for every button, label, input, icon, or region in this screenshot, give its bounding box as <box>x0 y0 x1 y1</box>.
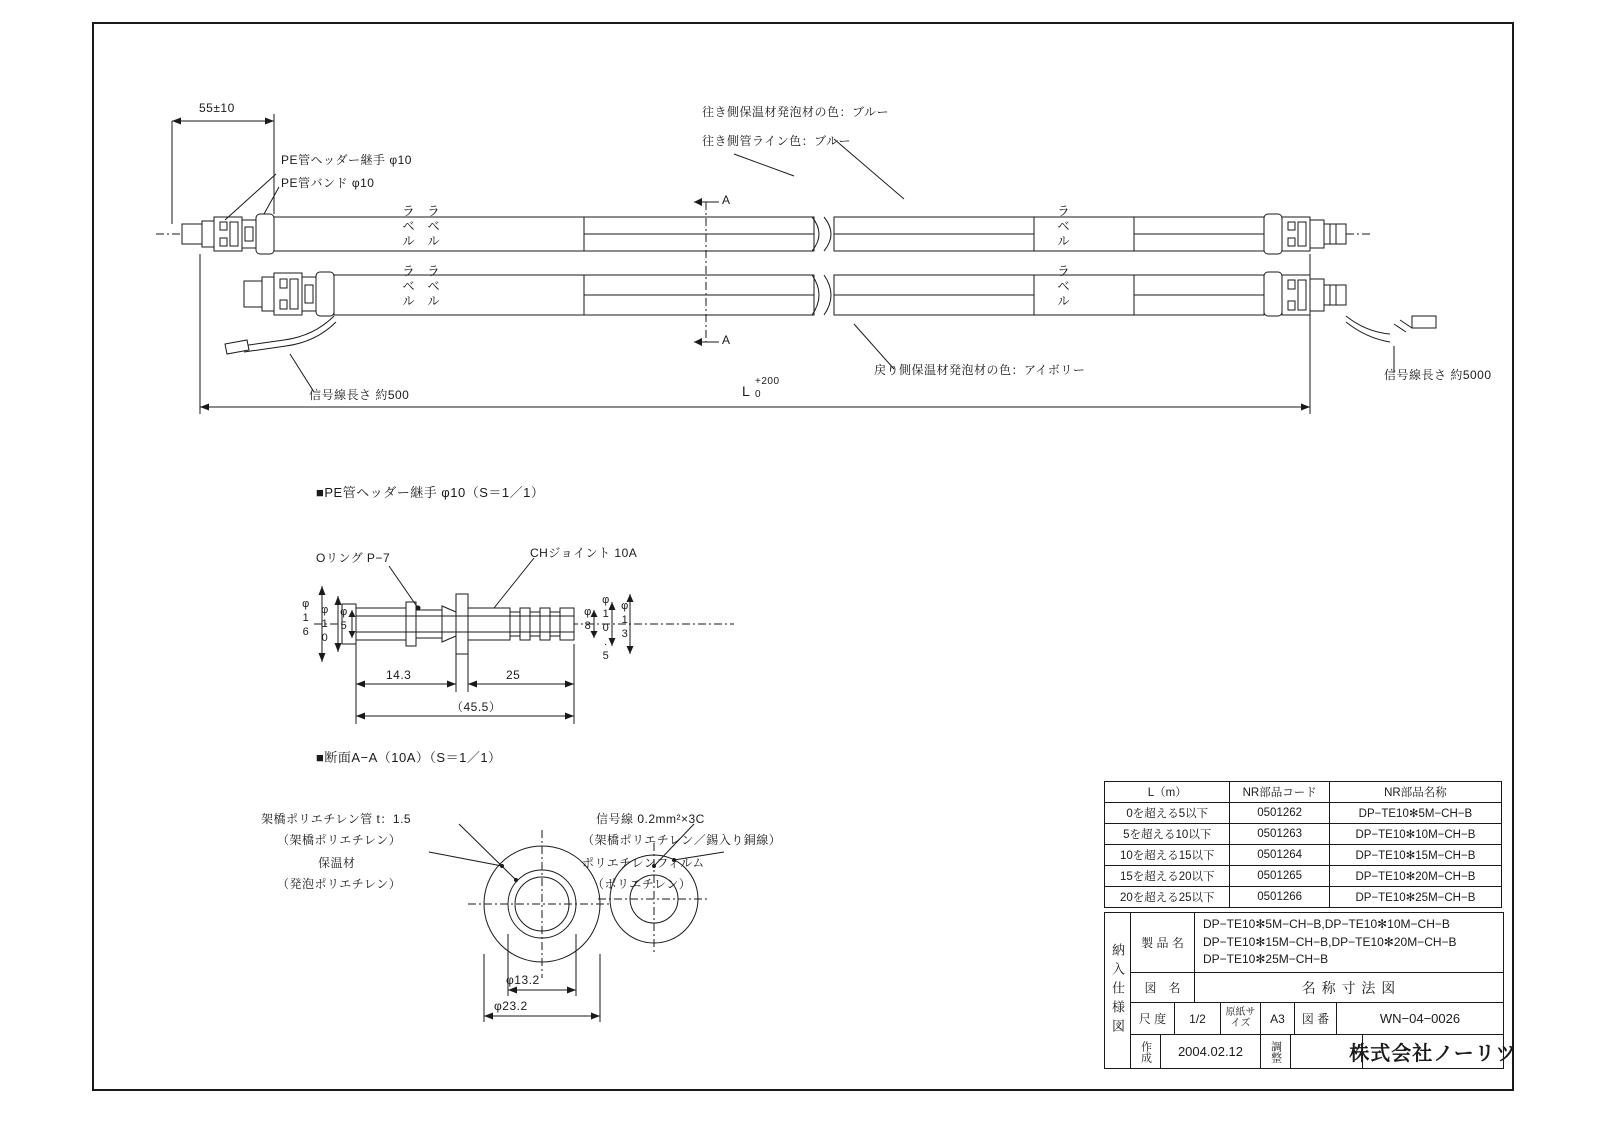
created-label: 作成 <box>1131 1035 1161 1068</box>
label-pe-header-joint: PE管ヘッダー継手 φ10 <box>281 153 412 167</box>
dim-phi105: φ10.5 <box>599 594 612 664</box>
table-row <box>1105 866 1502 887</box>
section-mark-a-bottom: A <box>722 333 731 347</box>
title-block-side-label: 納入仕様図 <box>1105 913 1131 1068</box>
created-value: 2004.02.12 <box>1161 1035 1261 1068</box>
parts-table-header-row <box>1105 782 1502 803</box>
table-row <box>1105 887 1502 908</box>
parts-row-4-code: 0501266 <box>1230 887 1329 908</box>
paper-size-label: 原紙サイズ <box>1221 1003 1261 1035</box>
parts-row-3-name: DP−TE10✻20M−CH−B <box>1329 866 1501 887</box>
dim-phi23-2: φ23.2 <box>494 999 528 1013</box>
title-block <box>1104 912 1517 1069</box>
parts-table-header-name: NR部品名称 <box>1329 782 1501 803</box>
dim-phi8: φ8 <box>581 606 594 634</box>
parts-row-1-l: 5を超える10以下 <box>1105 824 1230 845</box>
product-name-line-3: DP−TE10✻25M−CH−B <box>1203 952 1329 967</box>
label-insulation-sub: （発泡ポリエチレン） <box>277 877 402 891</box>
parts-row-2-code: 0501264 <box>1230 845 1329 866</box>
table-row <box>1105 824 1502 845</box>
dim-phi13-2: φ13.2 <box>506 973 540 987</box>
parts-table-header-l: L（m） <box>1105 782 1230 803</box>
label-pe-film-sub: （ポリエチレン） <box>592 877 692 891</box>
label-supply-foam-color: 往き側保温材発泡材の色：ブルー <box>702 105 890 119</box>
pipe-label-4: ラベル <box>399 264 415 309</box>
product-name-label: 製 品 名 <box>1131 913 1195 973</box>
parts-row-4-l: 20を超える25以下 <box>1105 887 1230 908</box>
drawing-number-value: WN−04−0026 <box>1337 1003 1503 1035</box>
label-pex-pipe-sub: （架橋ポリエチレン） <box>277 833 402 847</box>
company-name: 株式会社ノーリツ <box>1349 1043 1517 1065</box>
dim-left-label: 55±10 <box>199 101 235 115</box>
paper-size-value: A3 <box>1261 1003 1295 1035</box>
parts-row-4-name: DP−TE10✻25M−CH−B <box>1329 887 1501 908</box>
detail-joint-geometry <box>294 524 994 754</box>
label-pex-pipe: 架橋ポリエチレン管 t：1.5 <box>261 812 412 826</box>
label-insulation: 保温材 <box>318 856 356 870</box>
product-name-line-2: DP−TE10✻15M−CH−B,DP−TE10✻20M−CH−B <box>1203 934 1457 949</box>
adjust-label: 調整 <box>1261 1035 1291 1068</box>
dim-25: 25 <box>506 668 521 682</box>
label-supply-line-color: 往き側管ライン色：ブルー <box>702 134 852 148</box>
parts-row-0-l: 0を超える5以下 <box>1105 803 1230 824</box>
parts-row-2-name: DP−TE10✻15M−CH−B <box>1329 845 1501 866</box>
drawing-frame <box>92 22 1517 1091</box>
dim-phi13: φ13 <box>618 600 631 642</box>
detail-joint-title: ■PE管ヘッダー継手 φ10（S＝1／1） <box>316 485 545 500</box>
parts-row-1-name: DP−TE10✻10M−CH−B <box>1329 824 1501 845</box>
pipe-label-2: ラベル <box>399 204 415 249</box>
dim-total-45-5: （45.5） <box>451 700 502 714</box>
parts-row-3-l: 15を超える20以下 <box>1105 866 1230 887</box>
label-oring: Oリング P−7 <box>316 551 391 565</box>
product-name-line-1: DP−TE10✻5M−CH−B,DP−TE10✻10M−CH−B <box>1203 917 1450 932</box>
parts-table-header-code: NR部品コード <box>1230 782 1329 803</box>
parts-row-3-code: 0501265 <box>1230 866 1329 887</box>
label-pe-band: PE管バンド φ10 <box>281 176 375 190</box>
pipe-label-6: ラベル <box>1054 264 1070 309</box>
label-ch-joint: CHジョイント 10A <box>530 546 638 560</box>
parts-row-0-name: DP−TE10✻5M−CH−B <box>1329 803 1501 824</box>
dim-phi10: φ10 <box>318 604 331 646</box>
overall-tol-upper: +200 <box>755 376 780 387</box>
table-row <box>1105 803 1502 824</box>
drawing-name-value: 名 称 寸 法 図 <box>1195 973 1503 1003</box>
pipe-label-3: ラベル <box>424 264 440 309</box>
overall-length-symbol: L <box>742 383 751 399</box>
label-return-foam-color: 戻り側保温材発泡材の色：アイボリー <box>874 363 1086 377</box>
dim-phi5: φ5 <box>337 606 350 634</box>
overall-tol-lower: 0 <box>755 389 762 400</box>
label-pe-film: ポリエチレンフィルム <box>582 856 705 870</box>
table-row <box>1105 845 1502 866</box>
scale-label: 尺 度 <box>1131 1003 1175 1035</box>
parts-row-0-code: 0501262 <box>1230 803 1329 824</box>
section-aa-title: ■断面A−A（10A）（S＝1／1） <box>316 750 502 765</box>
label-signal-wire-right: 信号線長さ 約5000 <box>1384 368 1492 382</box>
label-signal-wire-sub: （架橋ポリエチレン／錫入り銅線） <box>582 833 782 847</box>
label-signal-wire-left: 信号線長さ 約500 <box>309 388 410 402</box>
pipe-label-5: ラベル <box>1054 204 1070 249</box>
scale-value: 1/2 <box>1175 1003 1221 1035</box>
parts-row-1-code: 0501263 <box>1230 824 1329 845</box>
label-signal-wire: 信号線 0.2mm²×3C <box>596 812 705 826</box>
dim-phi16: φ16 <box>299 598 312 640</box>
drawing-number-label: 図 番 <box>1295 1003 1337 1035</box>
drawing-name-label: 図 名 <box>1131 973 1195 1003</box>
pipe-label-1: ラベル <box>424 204 440 249</box>
parts-table <box>1104 781 1502 908</box>
parts-row-2-l: 10を超える15以下 <box>1105 845 1230 866</box>
product-name-value <box>1195 913 1503 973</box>
dim-14-3: 14.3 <box>386 668 412 682</box>
section-mark-a-top: A <box>722 193 731 207</box>
